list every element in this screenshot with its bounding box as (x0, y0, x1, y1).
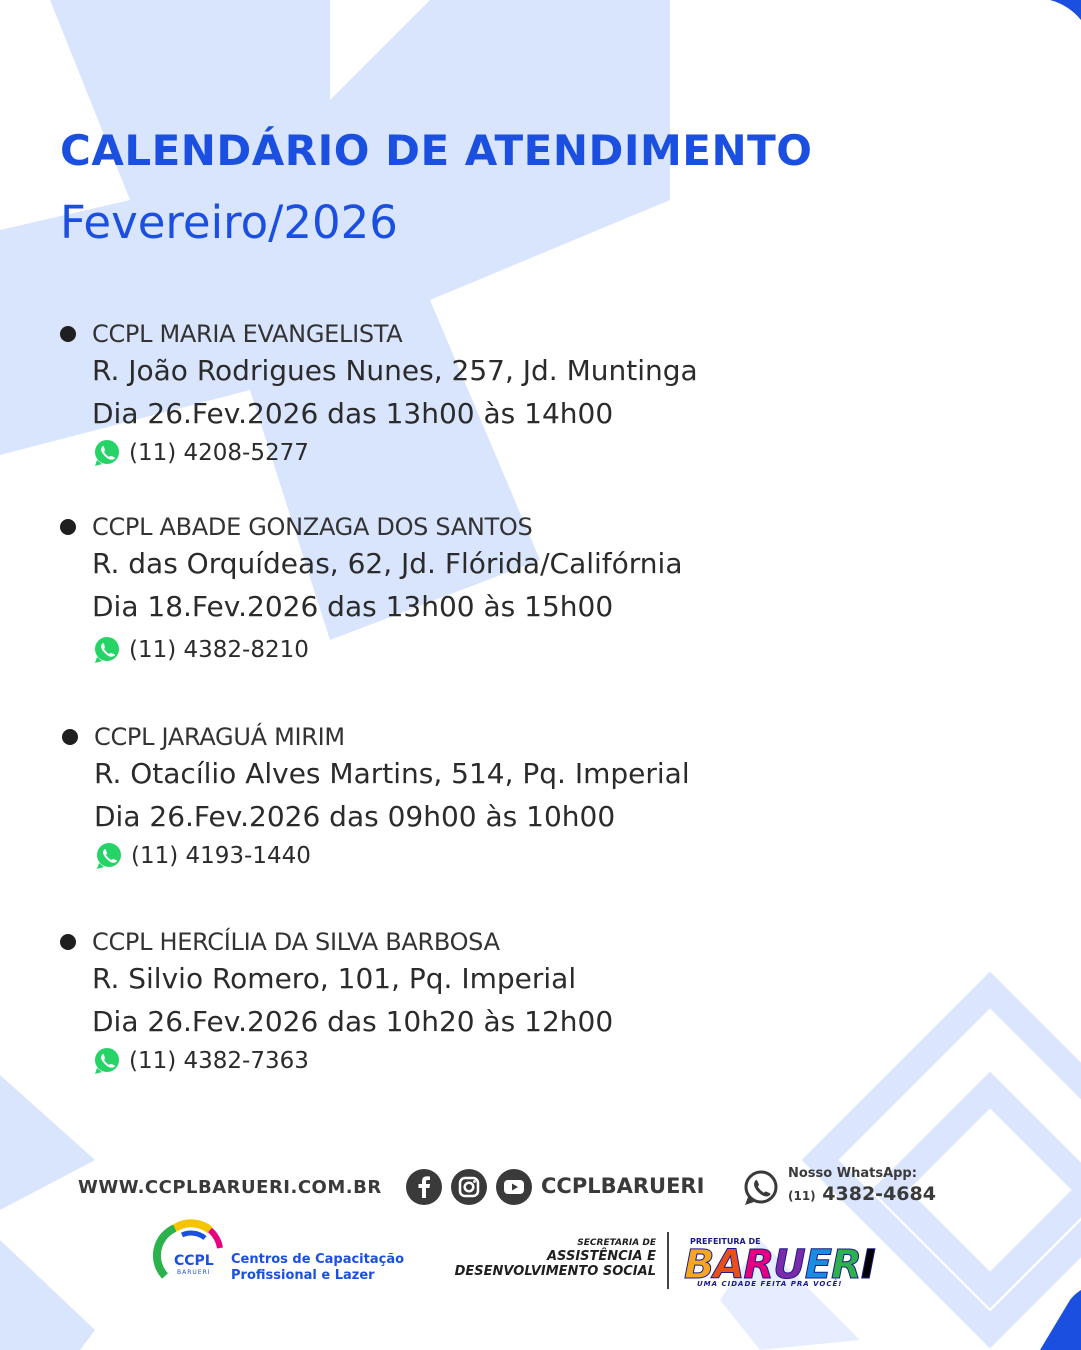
unit-address: R. João Rodrigues Nunes, 257, Jd. Muntinga (92, 354, 698, 387)
whatsapp-icon (92, 1046, 122, 1076)
unit-name: CCPL JARAGUÁ MIRIM (94, 723, 345, 751)
unit-phone: (11) 4208-5277 (129, 440, 309, 466)
youtube-icon[interactable] (496, 1169, 532, 1205)
unit-schedule: Dia 18.Fev.2026 das 13h00 às 15h00 (92, 590, 614, 623)
whatsapp-label: Nosso WhatsApp: (788, 1166, 917, 1181)
social-handle[interactable]: CCPLBARUERI (541, 1174, 705, 1198)
instagram-icon[interactable] (451, 1169, 487, 1205)
prefeitura-label: PREFEITURA DE (690, 1237, 761, 1246)
unit-name: CCPL MARIA EVANGELISTA (92, 320, 403, 348)
svg-text:BARUERI: BARUERI (177, 1269, 211, 1276)
unit-schedule: Dia 26.Fev.2026 das 10h20 às 12h00 (92, 1005, 614, 1038)
whatsapp-icon (92, 635, 122, 665)
barueri-slogan: UMA CIDADE FEITA PRA VOCÊ! (697, 1280, 843, 1288)
whatsapp-icon (94, 841, 124, 871)
whatsapp-number[interactable]: (11) 4382-4684 (788, 1183, 936, 1205)
unit-schedule: Dia 26.Fev.2026 das 09h00 às 10h00 (94, 800, 616, 833)
logo-divider (667, 1232, 669, 1289)
unit-name: CCPL HERCÍLIA DA SILVA BARBOSA (92, 928, 500, 956)
whatsapp-icon (92, 438, 122, 468)
whatsapp-icon[interactable] (741, 1168, 781, 1208)
unit-address: R. Otacílio Alves Martins, 514, Pq. Imperial (94, 757, 690, 790)
unit-schedule: Dia 26.Fev.2026 das 13h00 às 14h00 (92, 397, 614, 430)
ccpl-logo (150, 1218, 225, 1293)
secretaria-logo: SECRETARIA DE ASSISTÊNCIA E DESENVOLVIMENTO SOCIAL (454, 1238, 656, 1279)
bullet-icon (60, 326, 76, 342)
unit-address: R. Silvio Romero, 101, Pq. Imperial (92, 962, 577, 995)
unit-phone: (11) 4193-1440 (131, 843, 311, 869)
ccpl-logo-text: Centros de Capacitação Profissional e Lazer (231, 1252, 405, 1283)
bullet-icon (60, 519, 76, 535)
barueri-logo: BARUERI (684, 1242, 875, 1288)
bullet-icon (60, 934, 76, 950)
unit-phone: (11) 4382-7363 (129, 1048, 309, 1074)
unit-phone: (11) 4382-8210 (129, 637, 309, 663)
facebook-icon[interactable] (406, 1169, 442, 1205)
unit-address: R. das Orquídeas, 62, Jd. Flórida/Califórnia (92, 547, 683, 580)
website-link[interactable]: WWW.CCPLBARUERI.COM.BR (78, 1177, 382, 1198)
page-title: CALENDÁRIO DE ATENDIMENTO (60, 126, 813, 175)
bullet-icon (62, 729, 78, 745)
unit-name: CCPL ABADE GONZAGA DOS SANTOS (92, 513, 533, 541)
page-subtitle: Fevereiro/2026 (60, 196, 398, 249)
svg-text:CCPL: CCPL (174, 1253, 214, 1269)
